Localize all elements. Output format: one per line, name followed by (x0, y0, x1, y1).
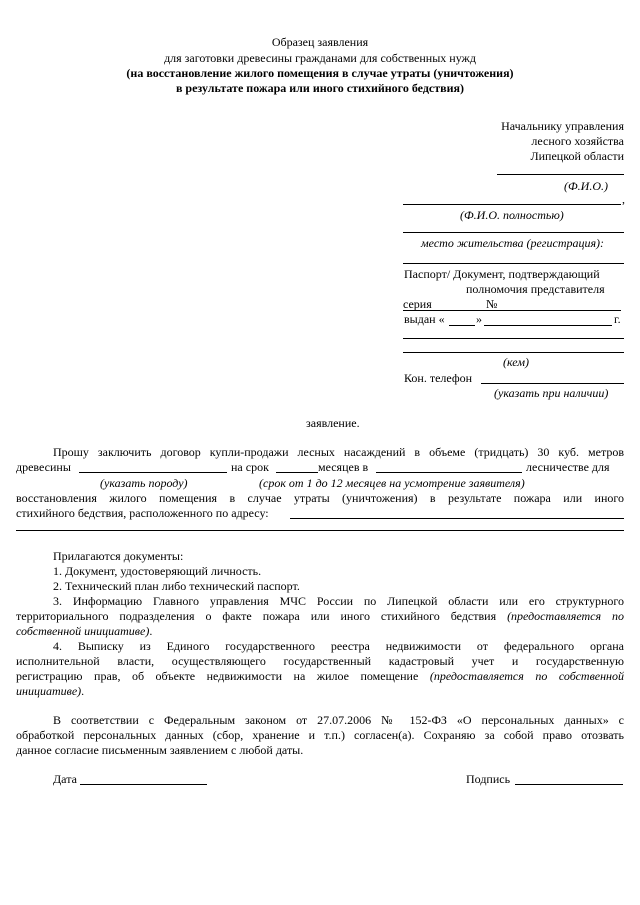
attachment-item-3-line-3 (16, 625, 152, 638)
request-line-4: стихийного бедствия, расположенного по адресу: (16, 506, 269, 520)
consent-line-2: обработкой персональных данных (сбор, хранение и т.п.) согласен(а). Сохраняю за собой право отозвать (16, 728, 624, 742)
attachment-item-4-line-1: 4. Выписку из Единого государственного реестра недвижимости от федерального органа (53, 639, 624, 653)
title-line-3: (на восстановление жилого помещения в случае утраты (уничтожения) (126, 66, 514, 80)
attachment-item-4-line-4 (16, 685, 84, 698)
issued-by-line-1 (403, 338, 624, 339)
title-line-1: Образец заявления (271, 35, 369, 49)
consent-line-3: данное согласие письменным заявлением с любой даты. (16, 743, 304, 757)
attachment-item-3-line-2 (16, 610, 624, 623)
attachments-heading: Прилагаются документы: (53, 549, 184, 563)
addressee-line-1: Начальнику управления (501, 119, 624, 133)
phone-line (481, 383, 624, 384)
request-line-3: восстановления жилого помещения в случае утраты (уничтожения) в результате пожара или иного (16, 491, 624, 505)
attachment-item-1: 1. Документ, удостоверяющий личность. (53, 564, 262, 578)
attachment-item-4-line-3 (16, 670, 624, 683)
attachment-item-3-italic: (предоставляется по (507, 609, 624, 623)
request-months-label: месяцев в (318, 460, 369, 474)
address-line-1 (290, 518, 624, 519)
issued-month-line (484, 325, 612, 326)
addressee-line-3: Липецкой области (530, 149, 624, 163)
attachment-item-2: 2. Технический план либо технический паспорт. (53, 579, 300, 593)
date-line (80, 784, 207, 785)
attachment-item-3-italic-end: собственной инициативе) (16, 624, 150, 638)
consent-line-1: В соответствии с Федеральным законом от 27.07.2006 № 152-ФЗ «О персональных данных» с (53, 713, 624, 727)
statement-word: заявление. (306, 416, 360, 430)
residence-hint: место жительства (регистрация): (421, 236, 605, 250)
issued-by-line-2 (403, 352, 624, 353)
attachment-item-3-period: . (149, 624, 153, 638)
issued-year-end: г. (614, 312, 621, 326)
number-label: № (486, 297, 498, 311)
fio-short-line (497, 174, 624, 175)
residence-line-2 (403, 263, 624, 264)
attachment-item-4-italic-end: инициативе) (16, 684, 82, 698)
attachment-item-4-italic: (предоставляется по собственной (429, 669, 625, 683)
term-hint: (срок от 1 до 12 месяцев на усмотрение заявителя) (259, 476, 525, 490)
species-line (79, 472, 227, 473)
by-whom-hint: (кем) (503, 355, 529, 369)
passport-line-1: Паспорт/ Документ, подтверждающий (404, 267, 600, 281)
signature-label: Подпись (466, 772, 511, 786)
request-forestry-label: лесничестве для (526, 460, 610, 474)
forestry-line (376, 472, 522, 473)
attachment-item-3-line-1: 3. Информацию Главного управления МЧС России по Липецкой области или его структурного (53, 594, 624, 608)
passport-line-2: полномочия представителя (466, 282, 605, 296)
issued-day-line (449, 325, 475, 326)
request-wood-label: древесины (16, 460, 71, 474)
attachment-item-4-period: . (81, 684, 85, 698)
request-term-label: на срок (231, 460, 269, 474)
term-line (276, 472, 318, 473)
issued-label: выдан « (404, 312, 445, 326)
series-label: серия (403, 297, 432, 311)
address-line-2 (16, 530, 624, 531)
fio-hint: (Ф.И.О.) (564, 179, 608, 193)
title-line-2: для заготовки древесины гражданами для собственных нужд (164, 51, 476, 65)
signature-line (515, 784, 623, 785)
issued-mid: » (476, 312, 482, 326)
series-number-line (403, 310, 621, 311)
attachment-item-3-text: территориального подразделения о факте пожара или иного стихийного бедствия (16, 609, 497, 623)
title-line-4: в результате пожара или иного стихийного бедствия) (175, 81, 465, 95)
fio-comma: , (622, 192, 625, 206)
residence-line-1 (403, 232, 624, 233)
fio-full-hint: (Ф.И.О. полностью) (460, 208, 564, 222)
phone-label: Кон. телефон (404, 371, 473, 385)
attachment-item-4-line-2: исполнительной власти, осуществляющего государственный кадастровый учет и государственную (16, 654, 624, 668)
addressee-line-2: лесного хозяйства (531, 134, 624, 148)
species-hint: (указать породу) (100, 476, 188, 490)
phone-hint: (указать при наличии) (494, 386, 609, 400)
request-line-1: Прошу заключить договор купли-продажи лесных насаждений в объеме (тридцать) 30 куб. метров (53, 445, 624, 459)
attachment-item-4-text: регистрацию прав, об объекте недвижимости на жилое помещение (16, 669, 419, 683)
fio-full-line (403, 204, 621, 205)
date-label: Дата (53, 772, 77, 786)
